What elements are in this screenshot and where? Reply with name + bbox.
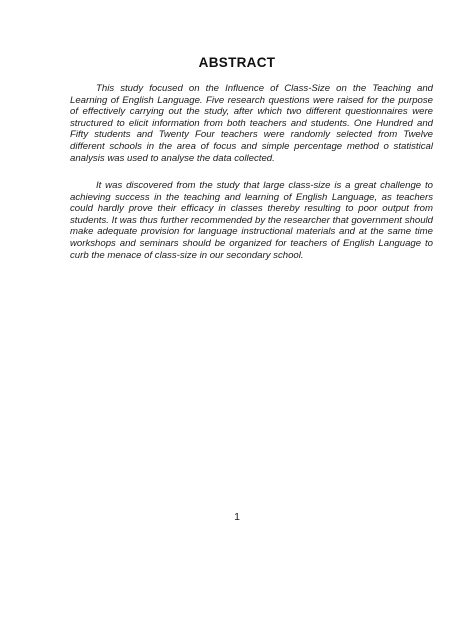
page-number: 1 [234, 511, 240, 523]
abstract-paragraph-1: This study focused on the Influence of Class-Size on the Teaching and Learning of English Language. Five research questions were raised for the purpose of effectively carrying out the study, after which two different questionnaires were structured to elicit information from both teachers and students. One Hundred and Fifty students and Twenty Four teachers were randomly selected from Twelve different schools in the area of focus and simple percentage method o statistical analysis was used to analyse the data collected. [70, 83, 433, 164]
abstract-paragraph-2: It was discovered from the study that large class-size is a great challenge to achieving success in the teaching and learning of English Language, as teachers could hardly prove their efficacy in classes thereby resulting to poor output from students. It was thus further recommended by the researcher that government should make adequate provision for language instructional materials and at the same time workshops and seminars should be organized for teachers of English Language to curb the menace of class-size in our secondary school. [70, 180, 433, 261]
abstract-heading: ABSTRACT [198, 55, 276, 70]
